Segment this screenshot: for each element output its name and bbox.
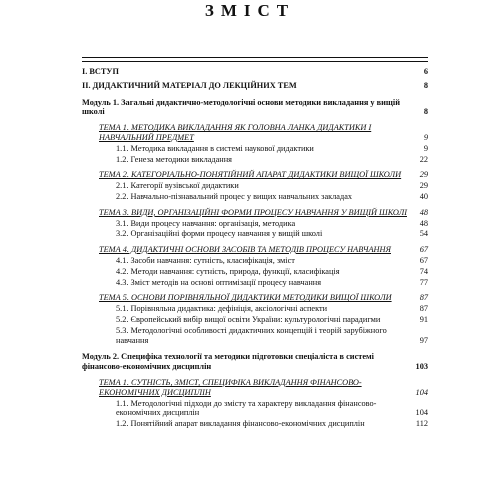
toc-entry-title: 3.2. Організаційні форми процесу навчання у вищій школі xyxy=(116,229,323,239)
toc-entry-page: 87 xyxy=(419,293,428,303)
toc-entry-title: ТЕМА 5. ОСНОВИ ПОРІВНЯЛЬНОЇ ДИДАКТИКИ МЕТОДИКИ ВИЩОЇ ШКОЛИ xyxy=(99,293,392,303)
toc-entry[interactable] xyxy=(82,181,428,191)
toc-entry-title: 1.1. Методологічні підходи до змісту та характеру викладання фінансово-економічних дисциплін xyxy=(116,398,377,418)
toc-entry-title: ТЕМА 1. МЕТОДИКА ВИКЛАДАННЯ ЯК ГОЛОВНА ЛАНКА ДИДАКТИКИ І НАВЧАЛЬНИЙ ПРЕДМЕТ xyxy=(99,123,372,142)
toc-entry-title: 4.1. Засоби навчання: сутність, класифікація, зміст xyxy=(116,255,295,265)
toc-entry[interactable] xyxy=(82,245,428,255)
toc-entry[interactable] xyxy=(82,267,428,277)
toc-entry[interactable] xyxy=(82,219,428,229)
divider-line xyxy=(82,61,428,62)
toc-entry-page: 91 xyxy=(419,314,428,324)
toc-entry-page: 22 xyxy=(419,154,428,164)
toc-entry-page: 87 xyxy=(419,304,428,314)
toc-entry-page: 48 xyxy=(419,207,428,217)
toc-entry[interactable] xyxy=(82,81,428,91)
toc-entry-page: 67 xyxy=(419,245,428,255)
toc-entry[interactable] xyxy=(82,155,428,165)
toc-entry[interactable] xyxy=(82,419,428,429)
toc-entry-page: 9 xyxy=(423,132,428,142)
toc-entry[interactable] xyxy=(82,144,428,154)
toc-entry[interactable] xyxy=(82,399,428,419)
toc-entry[interactable] xyxy=(82,278,428,288)
toc-entry[interactable] xyxy=(82,67,428,77)
toc-entry[interactable] xyxy=(82,98,428,118)
toc-entry-title: 2.2. Навчально-пізнавальний процес у вищих навчальних закладах xyxy=(116,191,353,201)
toc-entry-title: ТЕМА 1. СУТНІСТЬ, ЗМІСТ, СПЕЦИФІКА ВИКЛАДАННЯ ФІНАНСОВО-ЕКОНОМІЧНИХ ДИСЦИПЛІН xyxy=(99,377,362,397)
page-title: ЗМІСТ xyxy=(204,1,296,20)
toc-entry[interactable] xyxy=(82,256,428,266)
toc-entry-page: 54 xyxy=(419,229,428,239)
toc-entry[interactable] xyxy=(82,315,428,325)
toc-entry-page: 77 xyxy=(419,277,428,287)
toc-entry-page: 104 xyxy=(415,408,428,418)
toc-entry-title: І. ВСТУП xyxy=(82,67,119,76)
toc-entry-page: 29 xyxy=(419,181,428,191)
toc-entry-title: 1.2. Понятійний апарат викладання фінансово-економічних дисциплін xyxy=(116,419,365,429)
toc-entry-page: 9 xyxy=(423,143,428,153)
toc-entry-title: ТЕМА 3. ВИДИ, ОРГАНІЗАЦІЙНІ ФОРМИ ПРОЦЕСУ НАВЧАННЯ У ВИЩІЙ ШКОЛІ xyxy=(99,207,407,217)
toc-entry-title: 5.1. Порівняльна дидактика: дефініція, аксіологічні аспекти xyxy=(116,304,328,314)
toc-entry-page: 29 xyxy=(419,170,428,180)
toc-entry-title: 1.2. Генеза методики викладання xyxy=(116,154,233,164)
toc-entry[interactable] xyxy=(82,304,428,314)
toc-entry-page: 8 xyxy=(423,80,428,90)
toc-entry-title: 3.1. Види процесу навчання: організація, методика xyxy=(116,218,296,228)
toc-entry-page: 40 xyxy=(419,191,428,201)
toc-entry-page: 74 xyxy=(419,266,428,276)
toc-entry[interactable] xyxy=(82,208,428,218)
toc-entry[interactable] xyxy=(82,170,428,180)
toc-entry-page: 8 xyxy=(423,107,428,117)
toc-entry-title: Модуль 1. Загальні дидактично-методологічні основи методики викладання у вищій школі xyxy=(82,97,400,117)
toc-entry[interactable] xyxy=(82,229,428,239)
toc-entry-title: 1.1. Методика викладання в системі наукової дидактики xyxy=(116,143,314,153)
toc-entry-title: ТЕМА 4. ДИДАКТИЧНІ ОСНОВИ ЗАСОБІВ ТА МЕТОДІВ ПРОЦЕСУ НАВЧАННЯ xyxy=(99,245,391,255)
toc-entry[interactable] xyxy=(82,192,428,202)
toc-entry[interactable] xyxy=(82,352,428,372)
toc-entry[interactable] xyxy=(82,326,428,346)
divider-line xyxy=(82,57,428,58)
toc-entry-title: 5.2. Європейський вибір вищої освіти України: культурологічні парадигми xyxy=(116,314,381,324)
toc-entry-page: 112 xyxy=(415,419,428,429)
toc-entry-title: 5.3. Методологічні особливості дидактичних концепцій і теорій зарубіжного навчання xyxy=(116,325,387,345)
toc-entry-title: 2.1. Категорії вузівської дидактики xyxy=(116,181,239,191)
toc-entry-page: 97 xyxy=(419,335,428,345)
toc-entry-title: Модуль 2. Специфіка технології та методики підготовки спеціаліста в системі фінансово-економічних дисциплін xyxy=(82,352,374,372)
toc-entry[interactable] xyxy=(82,378,428,398)
toc-entry-page: 6 xyxy=(423,67,428,76)
toc-entry[interactable] xyxy=(82,123,428,143)
toc-entry-page: 104 xyxy=(415,387,428,397)
toc-entry-title: ТЕМА 2. КАТЕГОРІАЛЬНО-ПОНЯТІЙНИЙ АПАРАТ ДИДАКТИКИ ВИЩОЇ ШКОЛИ xyxy=(99,170,402,180)
toc-entry-title: ІІ. ДИДАКТИЧНИЙ МАТЕРІАЛ ДО ЛЕКЦІЙНИХ ТЕМ xyxy=(82,80,297,90)
toc-entry-page: 103 xyxy=(415,362,428,372)
toc-entry-page: 48 xyxy=(419,218,428,228)
toc-entry[interactable] xyxy=(82,293,428,303)
toc-entry-title: 4.3. Зміст методів на основі оптимізації процесу навчання xyxy=(116,277,322,287)
toc-entry-title: 4.2. Методи навчання: сутність, природа, функції, класифікація xyxy=(116,266,340,276)
toc-entry-page: 67 xyxy=(419,255,428,265)
table-of-contents xyxy=(82,67,428,429)
